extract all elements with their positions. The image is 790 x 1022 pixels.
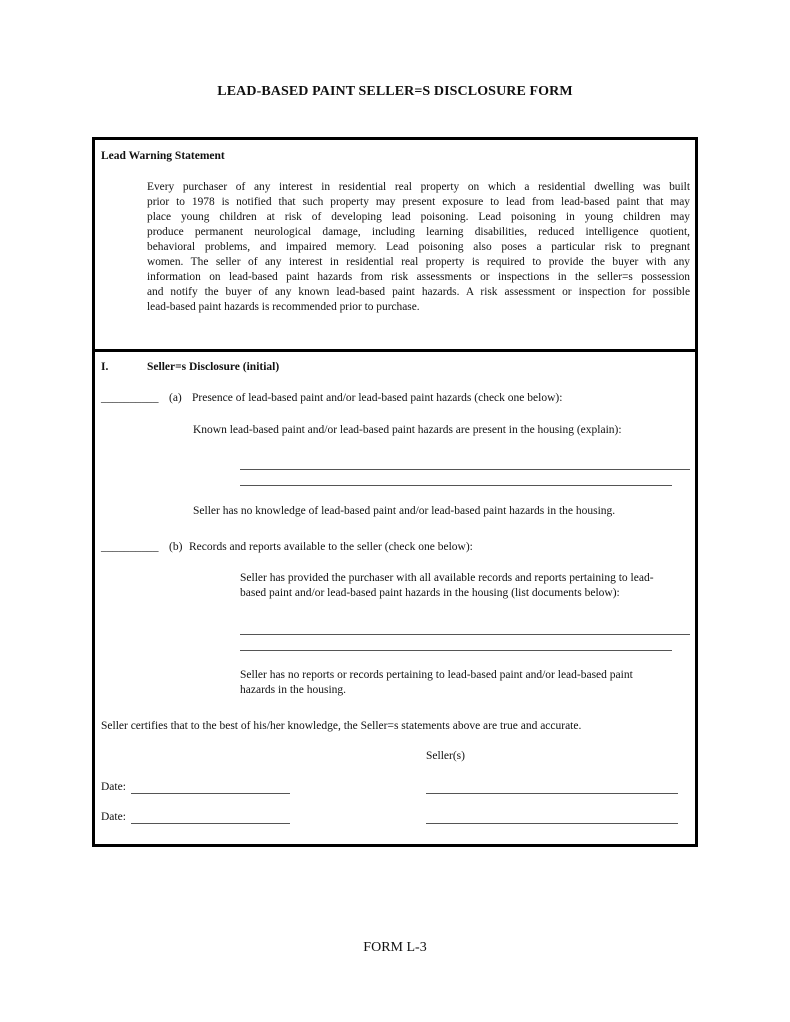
section-heading: Seller=s Disclosure (initial) — [147, 361, 280, 373]
section-number: I. — [101, 361, 109, 373]
warning-line: women. The seller of any interest in residential real property is required to provide the buyer with any — [147, 256, 690, 268]
section-divider — [92, 349, 698, 352]
item-b-option-none-line1: Seller has no reports or records pertaining to lead-based paint and/or lead-based paint — [240, 669, 633, 681]
warning-line: behavioral problems, and impaired memory. Lead poisoning also poses a particular risk to pregnant — [147, 241, 690, 253]
warning-paragraph — [147, 180, 690, 315]
warning-line: place young children at risk of developing lead poisoning. Lead poisoning in young children may — [147, 211, 690, 223]
explain-line-1[interactable] — [240, 469, 690, 470]
warning-line: information on lead-based paint hazards from risk assessments or inspections in the seller=s possession — [147, 271, 690, 283]
item-b-option-provided-line1: Seller has provided the purchaser with all available records and reports pertaining to lead- — [240, 572, 654, 584]
document-title: LEAD-BASED PAINT SELLER=S DISCLOSURE FORM — [217, 84, 573, 99]
warning-heading: Lead Warning Statement — [101, 150, 225, 162]
item-b-label: (b) — [169, 541, 183, 553]
date-field-2[interactable] — [131, 823, 290, 824]
initial-field-b[interactable]: __________ — [101, 541, 159, 553]
documents-line-2[interactable] — [240, 650, 672, 651]
certification-text: Seller certifies that to the best of his/her knowledge, the Seller=s statements above are true and accurate. — [101, 720, 582, 732]
item-b-option-none-line2: hazards in the housing. — [240, 684, 347, 696]
item-a-text: Presence of lead-based paint and/or lead-based paint hazards (check one below): — [192, 392, 563, 404]
item-a-option-no-knowledge: Seller has no knowledge of lead-based paint and/or lead-based paint hazards in the housing. — [193, 505, 616, 517]
seller-signature-line-1[interactable] — [426, 793, 678, 794]
item-b-option-provided-line2: based paint and/or lead-based paint hazards in the housing (list documents below): — [240, 587, 620, 599]
date-label-2: Date: — [101, 811, 126, 823]
date-field-1[interactable] — [131, 793, 290, 794]
seller-label: Seller(s) — [426, 750, 465, 762]
warning-line: prior to 1978 is notified that such property may present exposure to lead from lead-based paint that may — [147, 196, 690, 208]
warning-line: produce permanent neurological damage, including learning disabilities, reduced intelligence quotient, — [147, 226, 690, 238]
warning-line: and notify the buyer of any known lead-based paint hazards. A risk assessment or inspection for possible — [147, 286, 690, 298]
item-b-text: Records and reports available to the seller (check one below): — [189, 541, 473, 553]
warning-line: lead-based paint hazards is recommended prior to purchase. — [147, 301, 420, 313]
date-label-1: Date: — [101, 781, 126, 793]
item-a-label: (a) — [169, 392, 182, 404]
seller-signature-line-2[interactable] — [426, 823, 678, 824]
item-a-option-known: Known lead-based paint and/or lead-based paint hazards are present in the housing (explain): — [193, 424, 622, 436]
warning-line: Every purchaser of any interest in residential real property on which a residential dwelling was built — [147, 181, 690, 193]
documents-line-1[interactable] — [240, 634, 690, 635]
initial-field-a[interactable]: __________ — [101, 392, 159, 404]
form-number: FORM L-3 — [363, 940, 427, 955]
explain-line-2[interactable] — [240, 485, 672, 486]
